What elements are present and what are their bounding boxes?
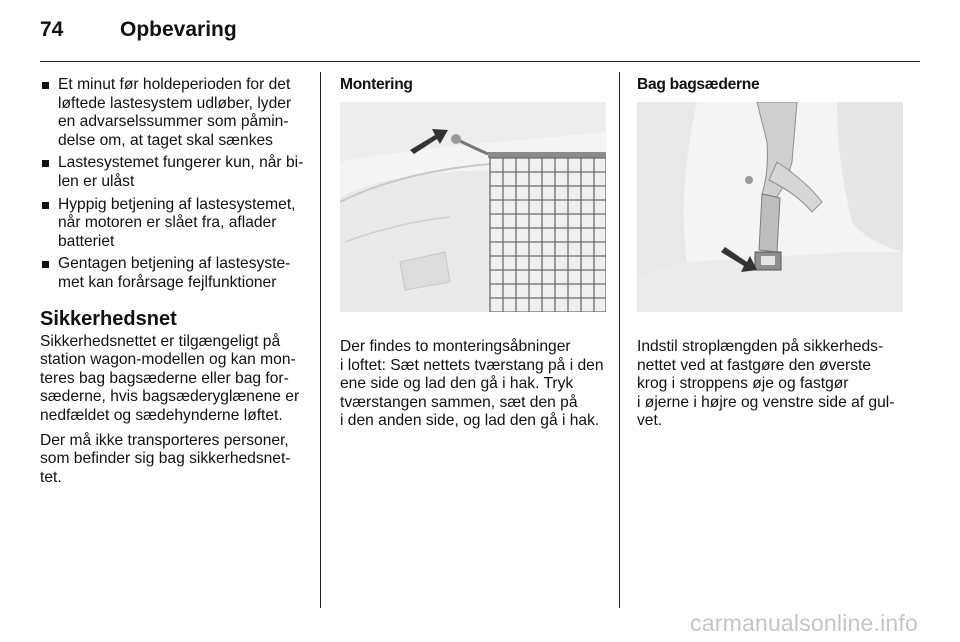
list-item <box>40 196 306 252</box>
bullet-list <box>40 76 306 293</box>
bullet-icon <box>42 261 49 268</box>
net-mounting-illustration <box>340 102 606 312</box>
bullet-text: Et minut før holdeperioden for det løftede lastesystem udløber, lyder en advarselssummer som påmin- delse om, at taget skal sænkes <box>58 76 292 149</box>
rear-seats-heading: Bag bagsæderne <box>637 76 760 93</box>
mounting-heading: Montering <box>340 76 413 93</box>
strap-instructions: Indstil stroplængden på sikkerheds- nettet ved at fastgøre den øverste krog i stroppens øje og fastgør i øjerne i højre og venstre side af gul- vet. <box>637 338 895 430</box>
safety-net-warning: Der må ikke transporteres personer, som befinder sig bag sikkerhedsnet- tet. <box>40 431 291 486</box>
watermark: carmanualsonline.info <box>690 610 918 636</box>
page-title: Opbevaring <box>120 18 237 41</box>
section-heading-safety-net: Sikkerhedsnet <box>40 307 177 330</box>
page-number: 74 <box>40 18 64 41</box>
figure-spacer <box>637 312 903 338</box>
list-item <box>40 76 306 150</box>
column-left <box>40 76 306 493</box>
bullet-icon <box>42 202 49 209</box>
mounting-instructions: Der findes to monteringsåbninger i loftet: Sæt nettets tværstang på i den ene side og lad den gå i hak. Tryk tværstangen sammen, sæt den på i den anden side, og lad den gå i hak. <box>340 338 604 430</box>
figure-spacer <box>340 312 606 338</box>
column-right <box>637 76 903 437</box>
bullet-text: Lastesystemet fungerer kun, når bi- len er ulåst <box>58 154 304 190</box>
column-middle <box>340 76 606 437</box>
strap-anchor-illustration <box>637 102 903 312</box>
bullet-icon <box>42 160 49 167</box>
list-item <box>40 154 306 191</box>
bullet-text: Gentagen betjening af lastesyste- met kan forårsage fejlfunktioner <box>58 255 291 291</box>
column-divider-1 <box>320 72 321 608</box>
bullet-text: Hyppig betjening af lastesystemet, når motoren er slået fra, aflader batteriet <box>58 195 296 250</box>
column-divider-2 <box>619 72 620 608</box>
list-item <box>40 255 306 292</box>
safety-net-paragraph: Sikkerhedsnettet er tilgængeligt på station wagon-modellen og kan mon- teres bag bagsæderne eller bag for- sæderne, hvis bagsæderyglænene er nedfældet og sædehynderne løftet. <box>40 332 300 424</box>
bullet-icon <box>42 82 49 89</box>
header-rule <box>40 61 920 62</box>
